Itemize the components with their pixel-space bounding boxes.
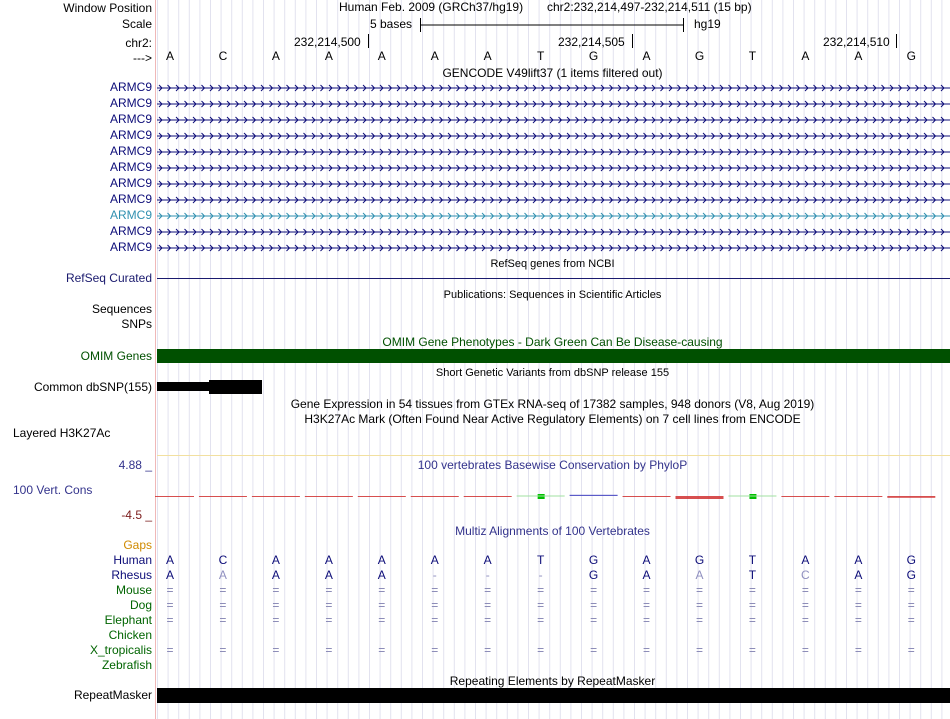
- base-letter: A: [271, 49, 280, 63]
- gencode-gene-label[interactable]: ARMC9: [109, 96, 152, 110]
- alignment-base: G: [588, 568, 599, 582]
- gencode-gene-label[interactable]: ARMC9: [109, 176, 152, 190]
- alignment-base: -: [432, 568, 437, 582]
- alignment-base: A: [271, 568, 280, 582]
- alignment-base: =: [166, 583, 174, 597]
- scale-db: hg19: [694, 17, 721, 31]
- alignment-base: =: [325, 643, 333, 657]
- base-letter: A: [430, 49, 439, 63]
- alignment-base: A: [271, 553, 280, 567]
- base-letter: G: [588, 49, 599, 63]
- gencode-gene-label[interactable]: ARMC9: [109, 112, 152, 126]
- alignment-base: T: [748, 553, 757, 567]
- alignment-base: =: [537, 643, 545, 657]
- alignment-base: =: [166, 598, 174, 612]
- alignment-base: A: [801, 553, 810, 567]
- refseq-gene-line[interactable]: [157, 278, 950, 279]
- alignment-base: A: [165, 553, 174, 567]
- gaps-label: Gaps: [123, 538, 152, 552]
- phylop-min-label: -4.5 _: [121, 508, 152, 522]
- h3k27ac-title[interactable]: H3K27Ac Mark (Often Found Near Active Regulatory Elements) on 7 cell lines from ENCODE: [304, 412, 801, 426]
- dbsnp-variant-thick[interactable]: [209, 380, 262, 394]
- multiz-species-label[interactable]: X_tropicalis: [89, 643, 152, 657]
- gencode-transcript-intron[interactable]: [157, 115, 950, 125]
- phylop-title[interactable]: 100 vertebrates Basewise Conservation by PhyloP: [417, 458, 688, 472]
- base-letter: A: [165, 49, 174, 63]
- gencode-gene-label[interactable]: ARMC9: [109, 128, 152, 142]
- alignment-base: =: [378, 643, 386, 657]
- alignment-base: =: [484, 598, 492, 612]
- h3k27ac-divider: [157, 455, 950, 456]
- base-letter: A: [854, 49, 863, 63]
- multiz-species-label[interactable]: Zebrafish: [101, 658, 152, 672]
- base-letter: A: [642, 49, 651, 63]
- alignment-base: A: [377, 568, 386, 582]
- alignment-base: =: [801, 598, 809, 612]
- multiz-species-label[interactable]: Chicken: [108, 628, 152, 642]
- alignment-base: =: [590, 583, 598, 597]
- tick-label-2: 232,214,505: [558, 35, 625, 49]
- dbsnp-title[interactable]: Short Genetic Variants from dbSNP release 155: [435, 367, 670, 379]
- gencode-transcript-intron[interactable]: [157, 163, 950, 173]
- dbsnp-label[interactable]: Common dbSNP(155): [33, 380, 152, 394]
- alignment-base: =: [801, 583, 809, 597]
- tick-mark-1: [368, 34, 369, 48]
- base-letter: A: [483, 49, 492, 63]
- multiz-species-label[interactable]: Mouse: [115, 583, 152, 597]
- alignment-base: =: [219, 613, 227, 627]
- sequences-label[interactable]: Sequences: [91, 302, 152, 316]
- tick-label-3: 232,214,510: [823, 35, 890, 49]
- alignment-base: =: [431, 613, 439, 627]
- base-letter: T: [748, 49, 757, 63]
- multiz-species-label[interactable]: Rhesus: [111, 568, 152, 582]
- base-letter: G: [906, 49, 916, 63]
- label-separator: [155, 0, 156, 719]
- alignment-base: A: [695, 568, 704, 582]
- publications-title[interactable]: Publications: Sequences in Scientific Articles: [443, 289, 662, 301]
- refseq-label[interactable]: RefSeq Curated: [65, 271, 152, 285]
- alignment-base: =: [801, 643, 809, 657]
- base-letter: A: [377, 49, 386, 63]
- alignment-base: =: [801, 613, 809, 627]
- gencode-gene-label[interactable]: ARMC9: [109, 160, 152, 174]
- gencode-transcript-intron[interactable]: [157, 99, 950, 109]
- alignment-base: -: [538, 568, 543, 582]
- alignment-base: =: [695, 613, 703, 627]
- alignment-base: =: [643, 643, 651, 657]
- alignment-base: G: [906, 568, 916, 582]
- gencode-transcript-intron[interactable]: [157, 211, 950, 221]
- base-letter: A: [801, 49, 810, 63]
- alignment-base: =: [378, 598, 386, 612]
- gencode-gene-label[interactable]: ARMC9: [109, 144, 152, 158]
- alignment-base: =: [272, 643, 280, 657]
- strand-label: --->: [133, 51, 152, 65]
- gtex-title[interactable]: Gene Expression in 54 tissues from GTEx RNA-seq of 17382 samples, 948 donors (V8, Aug 2019): [290, 397, 815, 411]
- alignment-base: =: [484, 613, 492, 627]
- alignment-base: =: [484, 643, 492, 657]
- gencode-title[interactable]: GENCODE V49lift37 (1 items filtered out): [442, 66, 663, 80]
- alignment-base: =: [219, 583, 227, 597]
- alignment-base: A: [854, 568, 863, 582]
- alignment-base: =: [325, 583, 333, 597]
- alignment-base: A: [377, 553, 386, 567]
- alignment-base: A: [483, 553, 492, 567]
- repeatmasker-label[interactable]: RepeatMasker: [73, 688, 152, 702]
- alignment-base: =: [325, 598, 333, 612]
- alignment-base: T: [536, 553, 545, 567]
- alignment-base: =: [643, 613, 651, 627]
- alignment-base: =: [695, 598, 703, 612]
- alignment-base: =: [854, 598, 862, 612]
- gencode-gene-label[interactable]: ARMC9: [109, 240, 152, 254]
- alignment-base: =: [537, 613, 545, 627]
- alignment-base: =: [378, 583, 386, 597]
- alignment-base: A: [165, 568, 174, 582]
- alignment-base: G: [694, 553, 705, 567]
- phylop-graph[interactable]: [155, 480, 950, 510]
- alignment-base: C: [218, 553, 228, 567]
- alignment-base: =: [537, 583, 545, 597]
- gencode-gene-label[interactable]: ARMC9: [109, 224, 152, 238]
- alignment-base: A: [642, 553, 651, 567]
- alignment-base: =: [219, 643, 227, 657]
- alignment-base: =: [431, 643, 439, 657]
- alignment-base: =: [643, 583, 651, 597]
- alignment-base: =: [854, 643, 862, 657]
- alignment-base: -: [485, 568, 490, 582]
- alignment-base: =: [272, 613, 280, 627]
- repeatmasker-bar[interactable]: [157, 688, 950, 703]
- h3k27ac-label[interactable]: Layered H3K27Ac: [13, 426, 111, 440]
- alignment-base: =: [854, 583, 862, 597]
- gencode-transcript-intron[interactable]: [157, 147, 950, 157]
- gencode-gene-label[interactable]: ARMC9: [109, 80, 152, 94]
- base-letter: A: [324, 49, 333, 63]
- scale-bar: [418, 17, 688, 33]
- alignment-base: C: [801, 568, 810, 582]
- gencode-transcript-intron[interactable]: [157, 83, 950, 93]
- gencode-transcript-intron[interactable]: [157, 195, 950, 205]
- alignment-base: A: [324, 553, 333, 567]
- dbsnp-variant-thin[interactable]: [157, 382, 209, 391]
- gencode-transcript-intron[interactable]: [157, 243, 950, 253]
- base-letter: G: [694, 49, 705, 63]
- omim-title[interactable]: OMIM Gene Phenotypes - Dark Green Can Be Disease-causing: [382, 335, 723, 349]
- repeatmasker-title[interactable]: Repeating Elements by RepeatMasker: [449, 674, 656, 688]
- alignment-base: A: [324, 568, 333, 582]
- alignment-base: =: [695, 583, 703, 597]
- alignment-base: =: [590, 643, 598, 657]
- alignment-base: =: [590, 613, 598, 627]
- alignment-base: =: [748, 643, 756, 657]
- alignment-base: =: [537, 598, 545, 612]
- alignment-base: =: [219, 598, 227, 612]
- alignment-base: =: [907, 583, 915, 597]
- snps-label[interactable]: SNPs: [121, 317, 152, 331]
- alignment-base: A: [218, 568, 227, 582]
- gencode-transcript-intron[interactable]: [157, 131, 950, 141]
- alignment-base: =: [166, 643, 174, 657]
- position-text[interactable]: chr2:232,214,497-232,214,511 (15 bp): [547, 0, 752, 14]
- omim-label[interactable]: OMIM Genes: [80, 349, 152, 363]
- multiz-species-label[interactable]: Human: [113, 553, 152, 567]
- alignment-base: =: [854, 613, 862, 627]
- alignment-base: =: [484, 583, 492, 597]
- refseq-title[interactable]: RefSeq genes from NCBI: [490, 258, 615, 270]
- alignment-base: =: [643, 598, 651, 612]
- alignment-base: =: [748, 613, 756, 627]
- phylop-label[interactable]: 100 Vert. Cons: [13, 483, 93, 497]
- alignment-base: =: [431, 583, 439, 597]
- tick-mark-2: [632, 34, 633, 48]
- phylop-max-label: 4.88 _: [118, 458, 152, 472]
- alignment-base: =: [272, 598, 280, 612]
- alignment-base: =: [378, 613, 386, 627]
- alignment-base: =: [325, 613, 333, 627]
- tick-mark-3: [896, 34, 897, 48]
- omim-gene-bar[interactable]: [157, 349, 950, 363]
- multiz-title[interactable]: Multiz Alignments of 100 Vertebrates: [455, 524, 650, 538]
- window-position-label: Window Position: [63, 1, 152, 15]
- chrom-label: chr2:: [125, 36, 152, 50]
- multiz-species-label[interactable]: Dog: [129, 598, 152, 612]
- alignment-base: T: [748, 568, 757, 582]
- alignment-base: =: [272, 583, 280, 597]
- base-letter: T: [536, 49, 545, 63]
- tick-label-1: 232,214,500: [294, 35, 361, 49]
- alignment-base: =: [166, 613, 174, 627]
- scale-text: 5 bases: [370, 17, 413, 31]
- alignment-base: =: [907, 643, 915, 657]
- multiz-species-label[interactable]: Elephant: [104, 613, 152, 627]
- gencode-transcript-intron[interactable]: [157, 227, 950, 237]
- alignment-base: =: [907, 613, 915, 627]
- alignment-base: G: [906, 553, 916, 567]
- assembly-text[interactable]: Human Feb. 2009 (GRCh37/hg19): [339, 0, 524, 14]
- base-letter: C: [218, 49, 228, 63]
- scale-label: Scale: [121, 17, 152, 31]
- alignment-base: A: [854, 553, 863, 567]
- gencode-gene-label[interactable]: ARMC9: [109, 208, 152, 222]
- alignment-base: =: [748, 598, 756, 612]
- alignment-base: A: [430, 553, 439, 567]
- gencode-transcript-intron[interactable]: [157, 179, 950, 189]
- alignment-base: =: [695, 643, 703, 657]
- alignment-base: A: [642, 568, 651, 582]
- gencode-gene-label[interactable]: ARMC9: [109, 192, 152, 206]
- alignment-base: =: [431, 598, 439, 612]
- alignment-base: =: [590, 598, 598, 612]
- alignment-base: =: [748, 583, 756, 597]
- alignment-base: G: [588, 553, 599, 567]
- alignment-base: =: [907, 598, 915, 612]
